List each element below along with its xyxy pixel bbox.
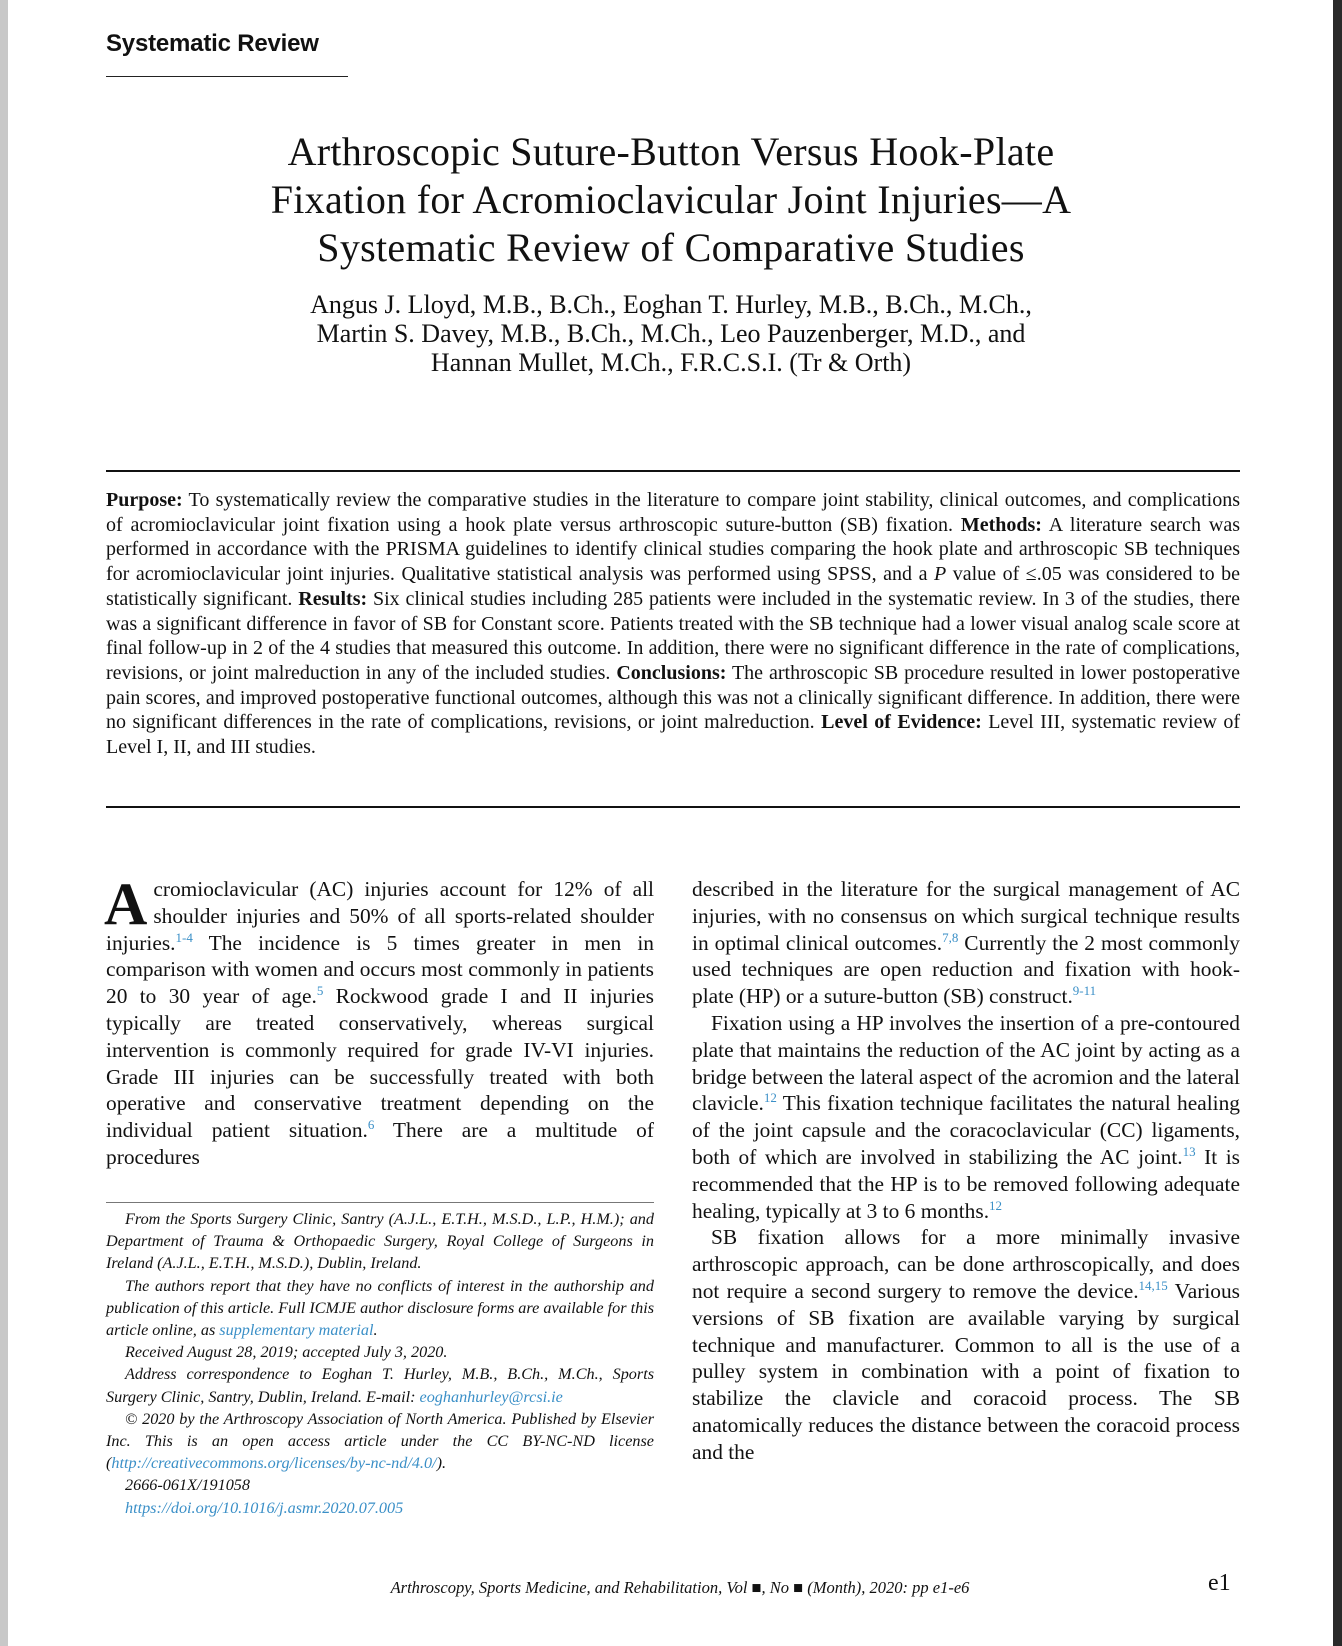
conclusions-label: Conclusions:: [616, 661, 727, 684]
footnote-text: The authors report that they have no conflicts of interest in the authorship and publication of this article. Full ICMJE author disclosure forms are available for this article online, as: [106, 1276, 654, 1340]
body-text: This fixation technique facilitates the natural healing of the joint capsule and the coracoclavicular (CC) ligaments, both of which are involved in stabilizing the AC joint.: [692, 1091, 1240, 1169]
citation-link[interactable]: 6: [367, 1117, 375, 1133]
body-text: Fixation using a HP involves the insertion of a pre-contoured plate that maintains the reduction of the AC joint by acting as a bridge between the lateral aspect of the acromion and the lateral clavicle.: [692, 1010, 1240, 1116]
footnote-issn: 2666-061X/191058: [125, 1476, 250, 1495]
body-column-left: [104, 871, 655, 1171]
purpose-text: To systematically review the comparative studies in the literature to compare joint stability, clinical outcomes, and complications of acromioclavicular joint fixation using a hook plate versus arthroscopic suture-button (SB) fixation.: [106, 489, 1240, 536]
author-line: Angus J. Lloyd, M.B., B.Ch., Eoghan T. Hurley, M.B., B.Ch., M.Ch.,: [310, 290, 1032, 319]
footnote-text: Address correspondence to Eoghan T. Hurley, M.B., B.Ch., M.Ch., Sports Surgery Clinic, Santry, Dublin, Ireland. E-mail:: [106, 1365, 654, 1406]
abstract: [106, 488, 1240, 760]
footnote-text: © 2020 by the Arthroscopy Association of North America. Published by Elsevier Inc. This is an open access article under the CC BY-NC-ND license (: [106, 1409, 654, 1473]
footnote-text: ).: [436, 1454, 446, 1473]
journal-citation-footer: Arthroscopy, Sports Medicine, and Rehabilitation, Vol ■, No ■ (Month), 2020: pp e1-e6: [390, 1578, 970, 1597]
footnote-copyright: [106, 1408, 654, 1475]
results-label: Results:: [298, 587, 368, 610]
body-text: Currently the 2 most commonly used techniques are open reduction and fixation with hook-plate (HP) or a suture-button (SB) construct.: [692, 930, 1240, 1009]
citation-link[interactable]: 14,15: [1138, 1277, 1168, 1293]
body-text: described in the literature for the surgical management of AC injuries, with no consensus on which surgical technique results in optimal clinical outcomes.: [692, 877, 1240, 955]
purpose-label: Purpose:: [106, 489, 183, 511]
citation-link[interactable]: 9-11: [1072, 983, 1097, 999]
conclusions-text: The arthroscopic SB procedure resulted in lower postoperative pain scores, and improved postoperative functional outcomes, although this was not a clinically significant difference. In addition, there were no significant differences in the rate of complications, revisions, or joint malreduction.: [106, 661, 1240, 734]
methods-label: Methods:: [960, 513, 1042, 536]
intro-paragraph: [104, 871, 655, 1171]
article-title: [160, 128, 1182, 272]
body-paragraph: [692, 876, 1240, 1010]
footnote-rule: [106, 1202, 654, 1203]
footnote-received: Received August 28, 2019; accepted July 3, 2020.: [125, 1343, 448, 1362]
page-number: e1: [1208, 1570, 1231, 1596]
footnote-address: [106, 1363, 654, 1407]
methods-text: A literature search was performed in accordance with the PRISMA guidelines to identify clinical studies comparing the hook plate and arthroscopic SB techniques for acromioclavicular joint injuries. Qualitative statistical analysis was performed using SPSS, and a: [106, 513, 1241, 586]
body-column-right: [692, 876, 1240, 1466]
body-paragraph: [692, 1224, 1240, 1465]
citation-link[interactable]: 7,8: [942, 929, 959, 945]
body-text: Rockwood grade I and II injuries typically are treated conservatively, whereas surgical intervention is commonly required for grade IV-VI injuries. Grade III injuries can be successfully treated with both operative and conservative treatment depending on the individual patient situation.: [106, 984, 654, 1143]
results-text: Six clinical studies including 285 patients were included in the systematic review. In 3 of the studies, there was a significant difference in favor of SB for Constant score. Patients treated with the SB technique had a lower visual analog scale score at final follow-up in 2 of the 4 studies that measured this outcome. In addition, there were no significant difference in the rate of complications, revisions, or joint malreduction in any of the included studies.: [106, 587, 1240, 684]
title-line: Systematic Review of Comparative Studies: [317, 225, 1025, 270]
body-text: The incidence is 5 times greater in men in comparison with women and occurs most commonly in patients 20 to 30 year of age.: [106, 930, 654, 1009]
author-line: Hannan Mullet, M.Ch., F.R.C.S.I. (Tr & Orth): [430, 348, 912, 377]
page-left-edge: [0, 0, 8, 1646]
abstract-top-rule: [106, 470, 1240, 472]
abstract-bottom-rule: [106, 806, 1240, 808]
title-line: Fixation for Acromioclavicular Joint Injuries—A: [270, 177, 1072, 222]
citation-link[interactable]: 12: [989, 1197, 1003, 1213]
author-list: [160, 290, 1182, 377]
drop-cap: A: [104, 871, 148, 937]
citation-link[interactable]: 1-4: [175, 929, 193, 945]
body-paragraph: [692, 1010, 1240, 1224]
title-line: Arthroscopic Suture-Button Versus Hook-Plate: [287, 129, 1055, 174]
footnote-text: .: [373, 1321, 378, 1340]
email-link[interactable]: eoghanhurley@rcsi.ie: [419, 1387, 563, 1406]
supplementary-material-link[interactable]: supplementary material: [219, 1321, 374, 1340]
citation-link[interactable]: 5: [316, 983, 324, 999]
p-symbol: P: [933, 563, 947, 586]
viewer-right-edge: [1333, 0, 1342, 1646]
methods-text-cont: value of ≤.05 was considered to be statistically significant.: [106, 563, 1240, 610]
doi-link[interactable]: https://doi.org/10.1016/j.asmr.2020.07.005: [125, 1498, 404, 1517]
body-text: There are a multitude of procedures: [106, 1118, 655, 1169]
level-of-evidence-label: Level of Evidence:: [821, 711, 982, 734]
footnotes: [106, 1208, 654, 1519]
body-text: It is recommended that the HP is to be removed following adequate healing, typically at 3 to 6 months.: [692, 1144, 1240, 1223]
body-text: Various versions of SB fixation are available varying by surgical technique and manufacturer. Common to all is the use of a pulley system in combination with a point of fixation to stabilize the clavicle and coracoid process. The SB anatomically reduces the distance between the coracoid process and the: [692, 1278, 1240, 1464]
level-of-evidence-text: Level III, systematic review of Level I, II, and III studies.: [106, 711, 1240, 759]
author-line: Martin S. Davey, M.B., B.Ch., M.Ch., Leo Pauzenberger, M.D., and: [316, 319, 1026, 348]
body-text: SB fixation allows for a more minimally invasive arthroscopic approach, can be done arthroscopically, and does not require a second surgery to remove the device.: [692, 1225, 1240, 1303]
body-text: cromioclavicular (AC) injuries account for 12% of all shoulder injuries and 50% of all sports-related shoulder injuries.: [106, 877, 654, 955]
license-link[interactable]: http://creativecommons.org/licenses/by-nc-nd/4.0/: [111, 1454, 437, 1473]
section-label: Systematic Review: [106, 30, 319, 57]
section-underline: [106, 76, 348, 77]
citation-link[interactable]: 13: [1182, 1143, 1196, 1159]
citation-link[interactable]: 12: [763, 1090, 777, 1106]
footnote-conflicts: [106, 1275, 654, 1342]
footnote-affiliation: From the Sports Surgery Clinic, Santry (A.J.L., E.T.H., M.S.D., L.P., H.M.); and Department of Trauma & Orthopaedic Surgery, Royal College of Surgeons in Ireland (A.J.L., E.T.H., M.S.D.), Dublin, Ireland.: [106, 1210, 654, 1273]
